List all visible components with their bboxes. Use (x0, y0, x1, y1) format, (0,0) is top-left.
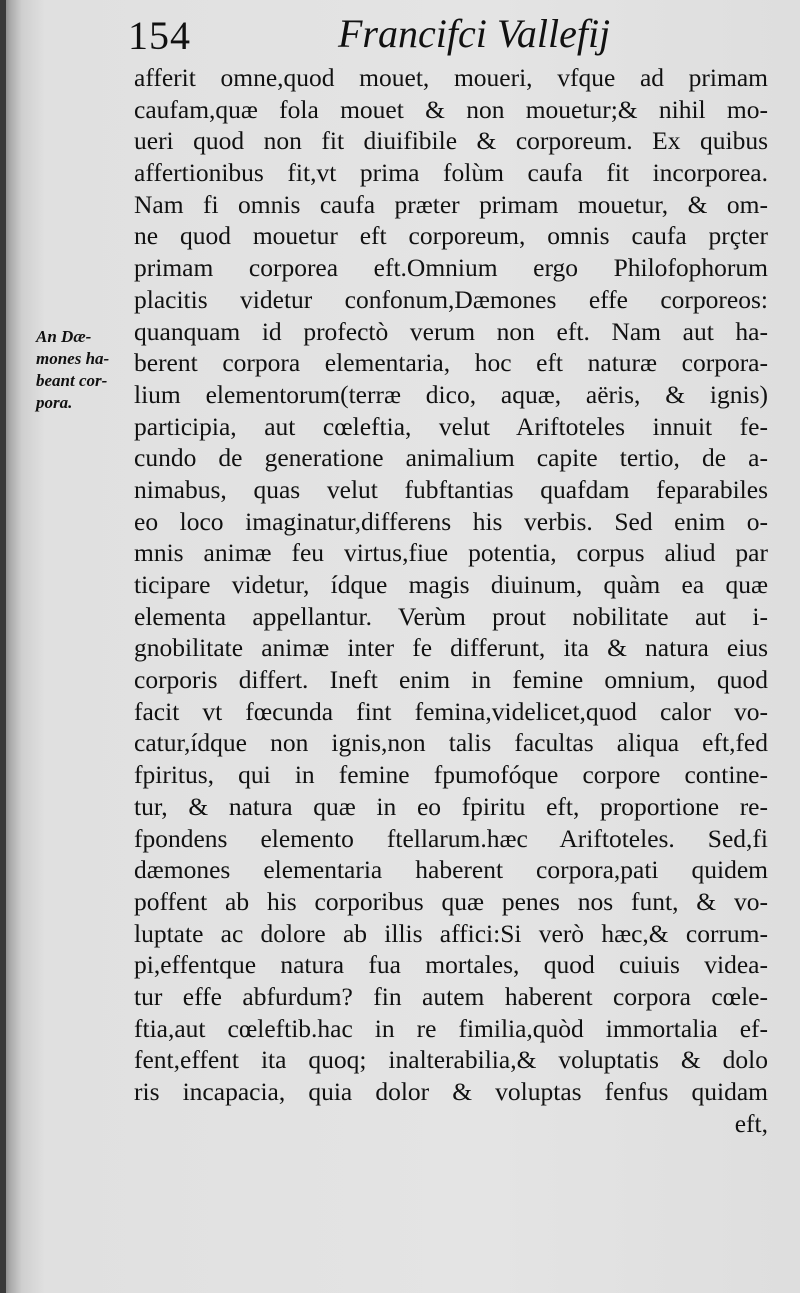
marginal-note-line: An Dæ- (36, 327, 92, 346)
text-line: ne quod mouetur eft corporeum, omnis caufa prçter (134, 221, 768, 251)
running-title: Francifci Vallefij (338, 11, 611, 56)
text-line: fpondens elemento ftellarum.hæc Ariftoteles. Sed,fi (134, 823, 768, 853)
text-line: fpiritus, qui in femine fpumofóque corpore contine- (134, 760, 768, 790)
text-line: eo loco imaginatur,differens his verbis. Sed enim o- (134, 506, 768, 536)
text-line: tur effe abfurdum? fin autem haberent corpora cœle- (134, 981, 768, 1011)
marginal-note (36, 326, 130, 414)
text-line: berent corpora elementaria, hoc eft naturæ corpora- (134, 348, 768, 378)
text-line: luptate ac dolore ab illis affici:Si verò hæc,& corrum- (134, 918, 768, 948)
text-line: affertionibus fit,vt prima folùm caufa fit incorporea. (134, 158, 768, 188)
text-line: gnobilitate animæ inter fe differunt, ita & natura eius (134, 633, 768, 663)
text-line: elementa appellantur. Verùm prout nobilitate aut i- (134, 601, 768, 631)
body-text (134, 62, 768, 1139)
text-line: ueri quod non fit diuifibile & corporeum. Ex quibus (134, 126, 768, 156)
text-line: fent,effent ita quoq; inalterabilia,& voluptatis & dolo (134, 1045, 768, 1075)
marginal-note-line: mones ha- (36, 349, 110, 368)
text-line: ticipare videtur, ídque magis diuinum, quàm ea quæ (134, 570, 768, 599)
text-line: corporis differt. Ineft enim in femine omnium, quod (134, 665, 768, 695)
text-line: Nam fi omnis caufa præter primam mouetur, & om- (134, 189, 768, 219)
text-line: ris incapacia, quia dolor & voluptas fenfus quidam (134, 1077, 768, 1106)
text-line: facit vt fœcunda fint femina,videlicet,quod calor vo- (134, 696, 768, 726)
text-line: quanquam id profectò verum non eft. Nam aut ha- (134, 316, 768, 346)
page-number: 154 (128, 13, 191, 58)
text-line: primam corporea eft.Omnium ergo Philofophorum (134, 253, 768, 283)
text-line: ftia,aut cœleftib.hac in re fimilia,quòd immortalia ef- (134, 1013, 768, 1043)
text-line: mnis animæ feu virtus,fiue potentia, corpus aliud par (134, 538, 768, 568)
text-line: tur, & natura quæ in eo fpiritu eft, proportione re- (134, 791, 768, 821)
catchword: eft, (734, 1108, 768, 1138)
text-line: participia, aut cœleftia, velut Ariftoteles innuit fe- (134, 411, 768, 441)
text-line: catur,ídque non ignis,non talis facultas aliqua eft,fed (134, 728, 768, 758)
text-line: nimabus, quas velut fubftantias quafdam feparabiles (134, 474, 768, 504)
text-line: pi,effentque natura fua mortales, quod cuiuis videa- (134, 950, 768, 980)
text-line: caufam,quæ fola mouet & non mouetur;& nihil mo- (134, 94, 768, 124)
text-line: cundo de generatione animalium capite tertio, de a- (134, 443, 768, 473)
marginal-note-line: pora. (36, 393, 73, 412)
page-header (128, 8, 788, 58)
text-line: lium elementorum(terræ dico, aquæ, aëris, & ignis) (134, 379, 768, 409)
text-line: poffent ab his corporibus quæ penes nos funt, & vo- (134, 886, 768, 916)
binding-gutter (0, 0, 6, 1293)
marginal-note-line: beant cor- (36, 371, 108, 390)
text-line: dæmones elementaria haberent corpora,pati quidem (134, 855, 768, 885)
text-line: placitis videtur confonum,Dæmones effe corporeos: (134, 284, 768, 314)
text-line: afferit omne,quod mouet, moueri, vfque ad primam (134, 63, 768, 92)
